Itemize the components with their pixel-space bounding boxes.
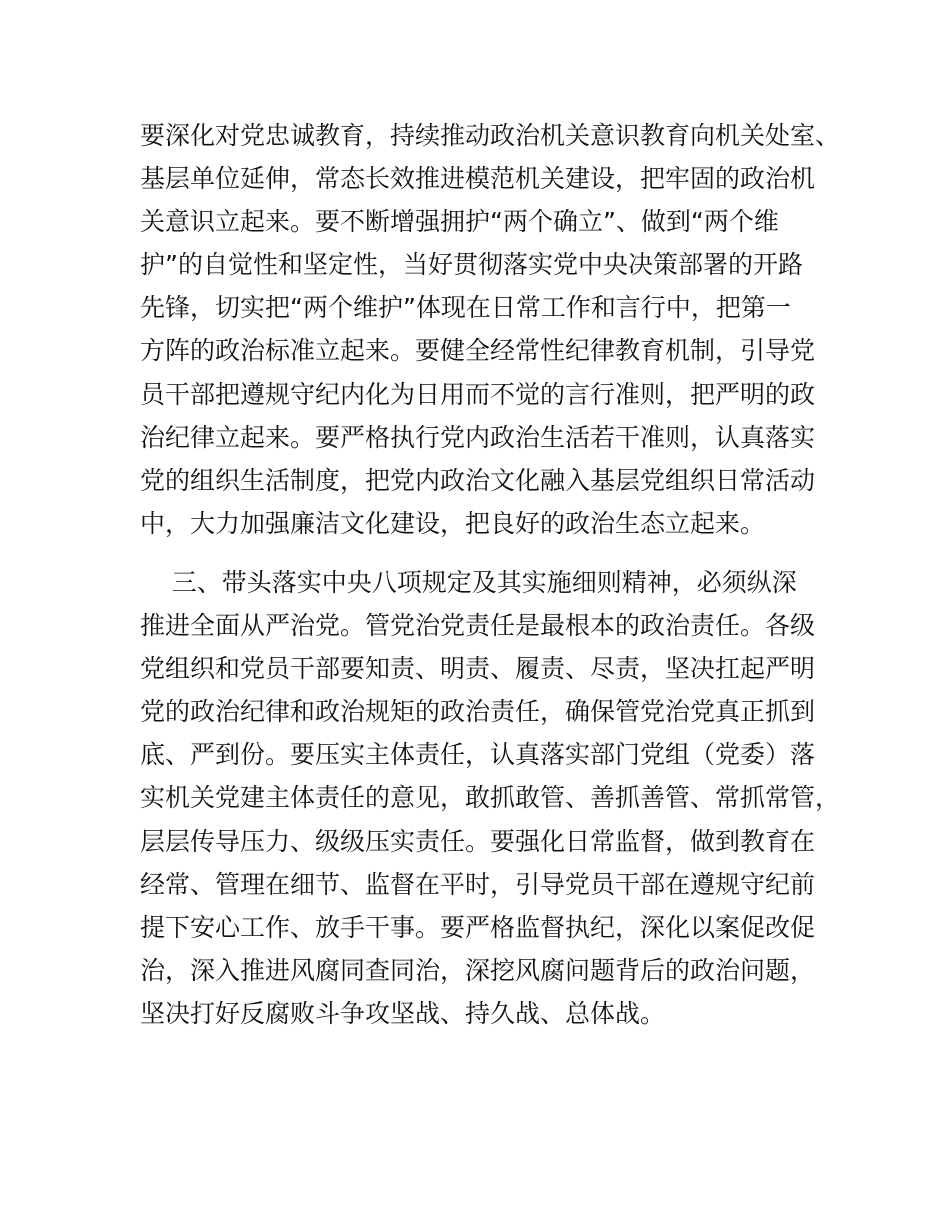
text-line: 护”的自觉性和坚定性，当好贯彻落实党中央决策部署的开路 [140,250,803,280]
text-line: 方阵的政治标准立起来。要健全经常性纪律教育机制，引导党 [140,336,816,366]
text-line: 提下安心工作、放手干事。要严格监督执纪，深化以案促改促 [140,912,816,942]
text-line: 党的组织生活制度，把党内政治文化融入基层党组织日常活动 [140,465,816,495]
text-line: 层层传导压力、级级压实责任。要强化日常监督，做到教育在 [140,826,816,856]
text-line: 底、严到份。要压实主体责任，认真落实部门党组（党委）落 [140,740,816,770]
paragraph [140,561,841,1035]
text-line: 实机关党建主体责任的意见，敢抓敢管、善抓善管、常抓常管， [140,783,841,813]
text-line: 员干部把遵规守纪内化为日用而不觉的言行准则，把严明的政 [140,379,816,409]
text-line: 要深化对党忠诚教育，持续推动政治机关意识教育向机关处室、 [140,121,841,150]
text-line: 党组织和党员干部要知责、明责、履责、尽责，坚决扛起严明 [140,654,816,684]
text-line: 党的政治纪律和政治规矩的政治责任，确保管党治党真正抓到 [140,697,816,727]
text-line: 治，深入推进风腐同查同治，深挖风腐问题背后的政治问题， [140,955,816,985]
text-line: 推进全面从严治党。管党治党责任是最根本的政治责任。各级 [140,611,816,641]
text-line: 关意识立起来。要不断增强拥护“两个确立”、做到“两个维 [140,207,779,237]
text-line: 先锋，切实把“两个维护”体现在日常工作和言行中，把第一 [140,293,791,323]
text-line: 基层单位延伸，常态长效推进模范机关建设，把牢固的政治机 [140,164,816,194]
text-line: 治纪律立起来。要严格执行党内政治生活若干准则，认真落实 [140,422,816,452]
text-line: 三、带头落实中央八项规定及其实施细则精神，必须纵深 [140,568,797,597]
text-line: 中，大力加强廉洁文化建设，把良好的政治生态立起来。 [140,508,766,538]
paragraph [140,114,841,545]
text-line: 经常、管理在细节、监督在平时，引导党员干部在遵规守纪前 [140,869,816,899]
text-line: 坚决打好反腐败斗争攻坚战、持久战、总体战。 [140,998,666,1028]
